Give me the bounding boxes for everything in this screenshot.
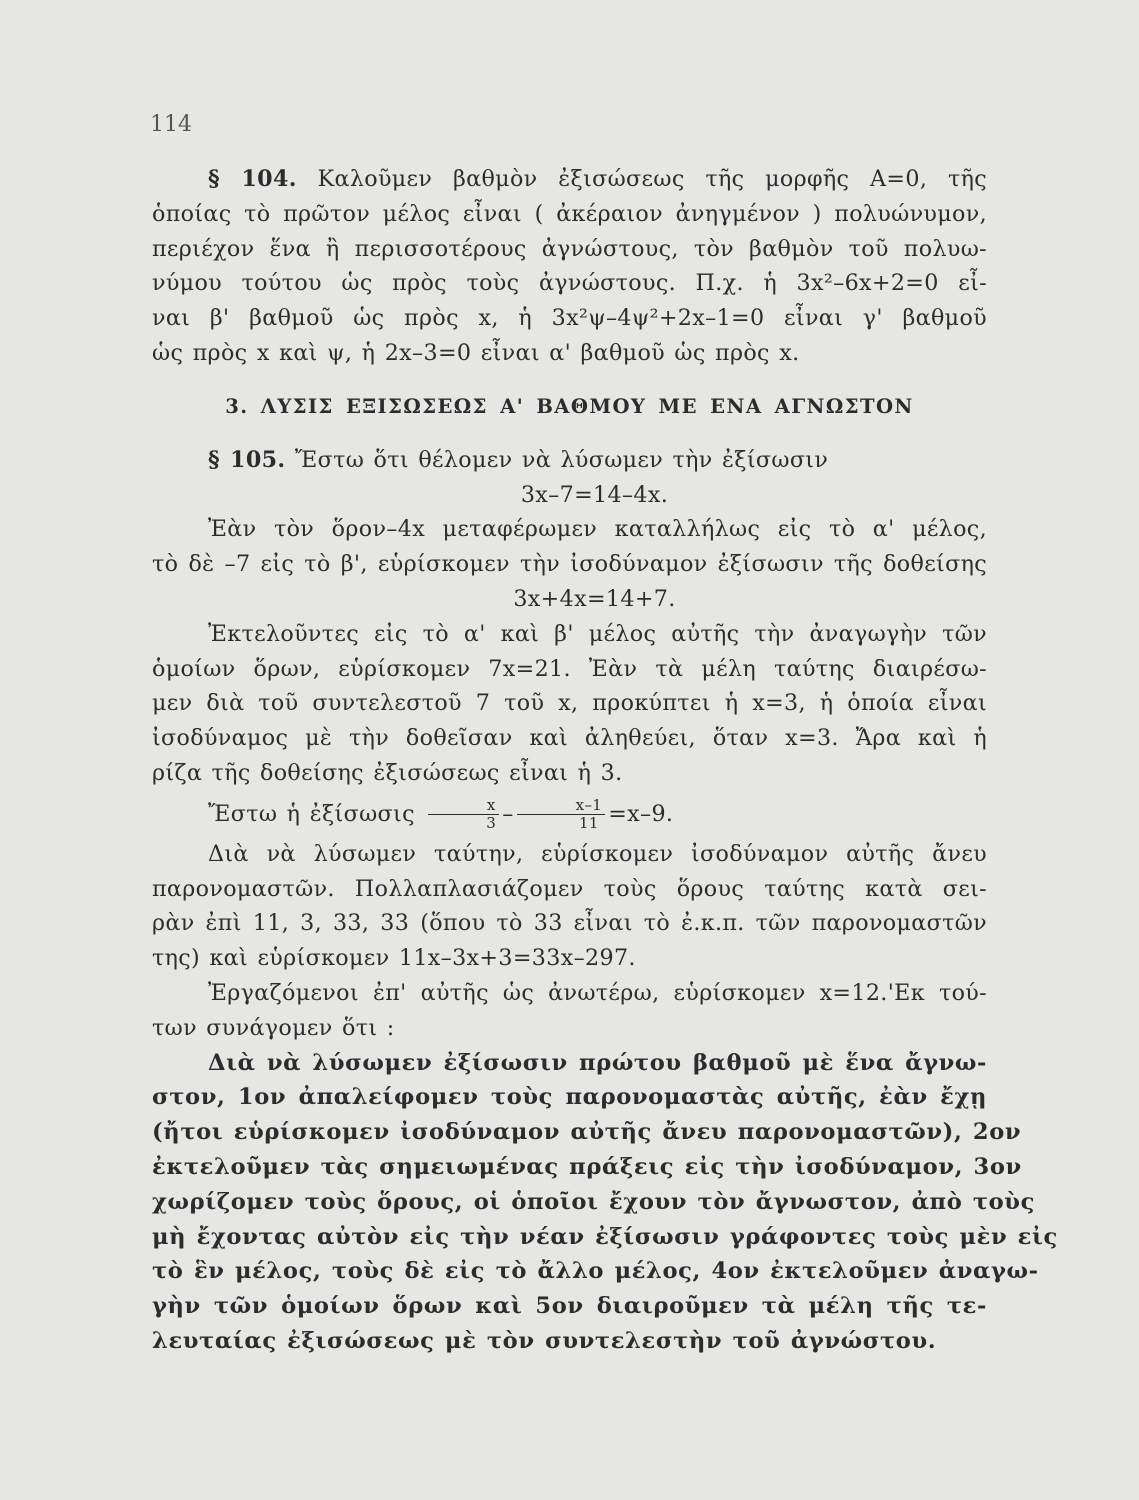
paragraph-line: ρὰν ἐπὶ 11, 3, 33, 33 (ὅπου τὸ 33 εἶναι τὸ ἐ.κ.π. τῶν παρονομαστῶν bbox=[152, 910, 987, 937]
fraction-x-minus-1-over-11 bbox=[517, 797, 606, 832]
section-104-line: νύμου τούτου ὡς πρὸς τοὺς ἀγνώστους. Π.χ. ἡ 3x²–6x+2=0 εἶ- bbox=[152, 270, 987, 297]
fraction-numerator: x bbox=[428, 797, 499, 815]
fraction-numerator: x–1 bbox=[517, 797, 606, 815]
paragraph-line: μεν διὰ τοῦ συντελεστοῦ 7 τοῦ x, προκύπτει ἡ x=3, ἡ ὁποία εἶναι bbox=[152, 690, 987, 717]
fraction-denominator: 3 bbox=[486, 814, 497, 833]
section-104-text: Καλοῦμεν βαθμὸν ἐξισώσεως τῆς μορφῆς A=0, τῆς bbox=[317, 166, 988, 192]
paragraph-line: της) καὶ εὑρίσκομεν 11x–3x+3=33x–297. bbox=[152, 945, 636, 972]
fraction-equation-lead: Ἔστω ἡ ἐξίσωσις bbox=[208, 800, 415, 827]
paragraph-line: τὸ δὲ –7 εἰς τὸ β', εὑρίσκομεν τὴν ἰσοδύναμον ἐξίσωσιν τῆς δοθείσης bbox=[152, 551, 987, 578]
equation-1: 3x–7=14–4x. bbox=[520, 481, 669, 508]
rule-line: Διὰ νὰ λύσωμεν ἐξίσωσιν πρώτου βαθμοῦ μὲ ἕνα ἄγνω- bbox=[208, 1049, 987, 1076]
section-104-line: περιέχον ἕνα ἢ περισσοτέρους ἀγνώστους, τὸν βαθμὸν τοῦ πολυω- bbox=[152, 235, 987, 262]
section-105-intro-line bbox=[152, 443, 987, 478]
section-heading: 3. ΛΥΣΙΣ ΕΞΙΣΩΣΕΩΣ Α' ΒΑΘΜΟΥ ΜΕ ΕΝΑ ΑΓΝΩΣΤΟΝ bbox=[225, 394, 914, 418]
minus-sign: – bbox=[502, 800, 514, 827]
paragraph-line: Ἐκτελοῦντες εἰς τὸ α' καὶ β' μέλος αὐτῆς τὴν ἀναγωγὴν τῶν bbox=[208, 620, 987, 647]
rule-line: (ἤτοι εὑρίσκομεν ἰσοδύναμον αὐτῆς ἄνευ παρονομαστῶν), 2ον bbox=[152, 1119, 1022, 1146]
section-105-mark: § 105. bbox=[208, 446, 286, 473]
rule-line: στον, 1ον ἀπαλείφομεν τοὺς παρονομαστὰς αὐτῆς, ἐὰν ἔχῃ bbox=[152, 1084, 987, 1111]
fraction-equation-line bbox=[152, 791, 987, 837]
paragraph-line: Ἐργαζόμενοι ἐπ' αὐτῆς ὡς ἀνωτέρω, εὑρίσκομεν x=12.'Εκ τού- bbox=[208, 979, 987, 1006]
fraction-x-over-3 bbox=[427, 797, 499, 832]
rule-line: ἐκτελοῦμεν τὰς σημειωμένας πράξεις εἰς τὴν ἰσοδύναμον, 3ον bbox=[152, 1153, 1022, 1180]
page-body bbox=[152, 162, 1058, 1359]
section-104-line bbox=[152, 162, 987, 197]
paragraph-line: ἰσοδύναμος μὲ τὴν δοθεῖσαν καὶ ἀληθεύει, ὅταν x=3. Ἄρα καὶ ἡ bbox=[152, 725, 987, 752]
rule-line: τὸ ἓν μέλος, τοὺς δὲ εἰς τὸ ἄλλο μέλος, 4ον ἐκτελοῦμεν ἀναγω- bbox=[152, 1258, 1039, 1285]
section-104-mark: § 104. bbox=[208, 166, 297, 192]
paragraph-line: Ἐὰν τὸν ὅρον–4x μεταφέρωμεν καταλλήλως εἰς τὸ α' μέλος, bbox=[208, 516, 987, 543]
rule-line: γὴν τῶν ὁμοίων ὅρων καὶ 5ον διαιροῦμεν τὰ μέλη τῆς τε- bbox=[152, 1293, 987, 1320]
section-105 bbox=[152, 443, 1058, 1359]
rule-line: χωρίζομεν τοὺς ὅρους, οἱ ὁποῖοι ἔχουν τὸν ἄγνωστον, ἀπὸ τοὺς bbox=[152, 1188, 1035, 1215]
page-number: 114 bbox=[150, 112, 192, 137]
section-104-line: ὡς πρὸς x καὶ ψ, ἡ 2x–3=0 εἶναι α' βαθμοῦ ὡς πρὸς x. bbox=[152, 339, 800, 366]
section-104-line: ὁποίας τὸ πρῶτον μέλος εἶναι ( ἀκέραιον ἀνηγμένον ) πολυώνυμον, bbox=[152, 200, 987, 227]
rule-line: μὴ ἔχοντας αὐτὸν εἰς τὴν νέαν ἐξίσωσιν γράφοντες τοὺς μὲν εἰς bbox=[152, 1223, 1058, 1250]
equation-2: 3x+4x=14+7. bbox=[513, 585, 676, 612]
paragraph-line: των συνάγομεν ὅτι : bbox=[152, 1014, 395, 1041]
fraction-equation-tail: =x–9. bbox=[608, 800, 674, 827]
paragraph-line: Διὰ νὰ λύσωμεν ταύτην, εὑρίσκομεν ἰσοδύναμον αὐτῆς ἄνευ bbox=[208, 840, 987, 867]
paragraph-line: ρίζα τῆς δοθείσης ἐξισώσεως εἶναι ἡ 3. bbox=[152, 759, 623, 786]
rule-line: λευταίας ἐξισώσεως μὲ τὸν συντελεστὴν τοῦ ἀγνώστου. bbox=[152, 1327, 937, 1354]
fraction-denominator: 11 bbox=[579, 814, 599, 833]
paragraph-line: ὁμοίων ὅρων, εὑρίσκομεν 7x=21. Ἐὰν τὰ μέλη ταύτης διαιρέσω- bbox=[152, 655, 987, 682]
section-105-intro: Ἔστω ὅτι θέλομεν νὰ λύσωμεν τὴν ἐξίσωσιν bbox=[294, 446, 829, 473]
section-104 bbox=[152, 162, 987, 371]
paragraph-line: παρονομαστῶν. Πολλαπλασιάζομεν τοὺς ὅρους ταύτης κατὰ σει- bbox=[152, 875, 987, 902]
bold-rule-block bbox=[152, 1046, 1058, 1359]
section-104-line: ναι β' βαθμοῦ ὡς πρὸς x, ἡ 3x²ψ–4ψ²+2x–1=0 εἶναι γ' βαθμοῦ bbox=[152, 305, 987, 332]
